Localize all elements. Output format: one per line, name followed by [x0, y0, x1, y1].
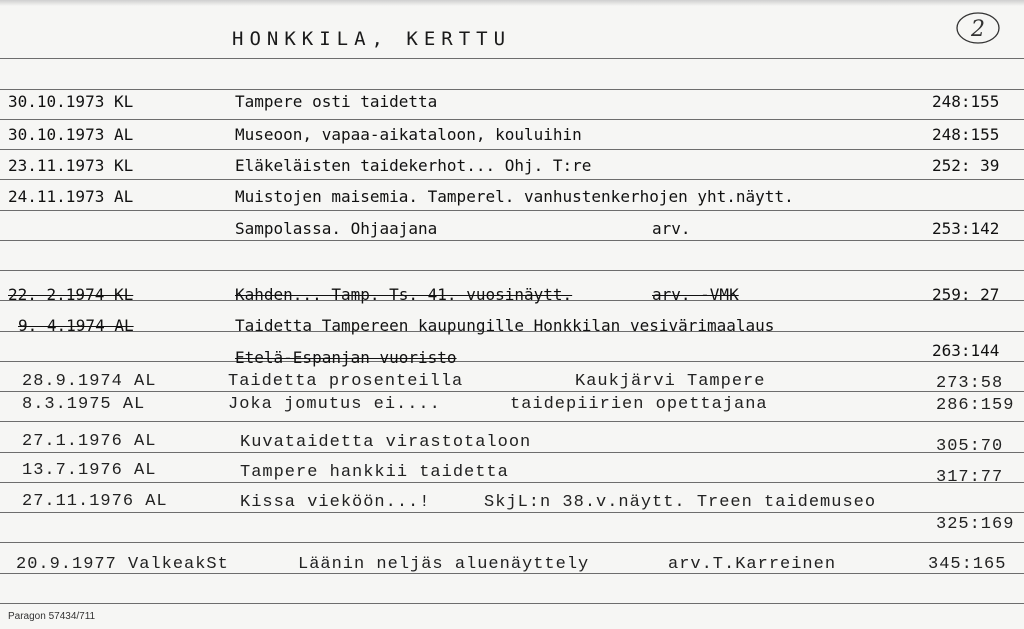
card-footer-print: Paragon 57434/711 [8, 611, 96, 622]
entry-date: 8.3.1975 AL [22, 395, 146, 414]
entry-date: 23.11.1973 KL [8, 156, 134, 175]
entry-text: Etelä-Espanjan vuoristo [235, 348, 457, 367]
entry-ref: 286:159 [936, 396, 1015, 415]
rule-line [0, 210, 1024, 211]
card-title: HONKKILA, KERTTU [232, 28, 512, 50]
entry-extra: arv. -VMK [652, 285, 739, 304]
entry-ref: 253:142 [932, 219, 1000, 238]
rule-line [0, 512, 1024, 513]
rule-line [0, 361, 1024, 362]
card-top-edge [0, 0, 1024, 6]
entry-ref: 317:77 [936, 468, 1004, 487]
rule-line [0, 482, 1024, 483]
rule-line [0, 270, 1024, 271]
entry-extra: Kaukjärvi Tampere [575, 372, 766, 391]
entry-ref: 248:155 [932, 125, 1000, 144]
entry-date: 28.9.1974 AL [22, 372, 157, 391]
entry-date: 13.7.1976 AL [22, 461, 157, 480]
entry-text: Muistojen maisemia. Tamperel. vanhustenkerhojen yht.näytt. [235, 187, 794, 206]
rule-line [0, 603, 1024, 604]
rule-line [0, 149, 1024, 150]
rule-line [0, 391, 1024, 392]
entry-extra: SkjL:n 38.v.näytt. Treen taidemuseo [484, 493, 877, 512]
entry-extra: arv. [652, 219, 691, 238]
entry-text: Taidetta Tampereen kaupungille Honkkilan vesivärimaalaus [235, 316, 775, 335]
entry-ref: 305:70 [936, 437, 1004, 456]
entry-date: 24.11.1973 AL [8, 187, 134, 206]
rule-line [0, 240, 1024, 241]
rule-line [0, 89, 1024, 90]
entry-text: Läänin neljäs aluenäyttely [298, 555, 590, 574]
entry-text: Sampolassa. Ohjaajana [235, 219, 438, 238]
card-number: 2 [971, 17, 985, 42]
entry-text: Kahden... Tamp. Ts. 41. vuosinäytt. [235, 285, 573, 304]
entry-text: Eläkeläisten taidekerhot... Ohj. T:re [235, 156, 592, 175]
entry-date: 30.10.1973 AL [8, 125, 134, 144]
rule-line [0, 119, 1024, 120]
entry-text: Kissa vieköön...! [240, 493, 431, 512]
entry-extra: arv.T.Karreinen [668, 555, 837, 574]
rule-line [0, 452, 1024, 453]
circle-mark-icon [954, 10, 1002, 46]
entry-ref: 259: 27 [932, 285, 1000, 304]
rule-line [0, 58, 1024, 59]
rule-line [0, 421, 1024, 422]
card-number-stamp [954, 10, 1002, 46]
entry-extra: taidepiirien opettajana [510, 395, 768, 414]
entry-text: Kuvataidetta virastotaloon [240, 433, 532, 452]
entry-date: 22. 2.1974 KL [8, 285, 134, 304]
entry-text: Taidetta prosenteilla [228, 372, 464, 391]
entry-date: 27.11.1976 AL [22, 492, 168, 511]
entry-ref: 248:155 [932, 92, 1000, 111]
entry-date: 9. 4.1974 AL [18, 316, 134, 335]
entry-ref: 273:58 [936, 374, 1004, 393]
entry-date: 20.9.1977 ValkeakSt [16, 555, 229, 574]
entry-text: Museoon, vapaa-aikataloon, kouluihin [235, 125, 582, 144]
entry-text: Joka jomutus ei.... [228, 395, 441, 414]
entry-ref: 252: 39 [932, 156, 1000, 175]
rule-line [0, 542, 1024, 543]
rule-line [0, 179, 1024, 180]
entry-text: Tampere hankkii taidetta [240, 463, 509, 482]
entry-ref: 325:169 [936, 515, 1015, 534]
entry-date: 30.10.1973 KL [8, 92, 134, 111]
entry-text: Tampere osti taidetta [235, 92, 438, 111]
entry-ref: 345:165 [928, 555, 1007, 574]
entry-ref: 263:144 [932, 341, 1000, 360]
entry-date: 27.1.1976 AL [22, 432, 157, 451]
